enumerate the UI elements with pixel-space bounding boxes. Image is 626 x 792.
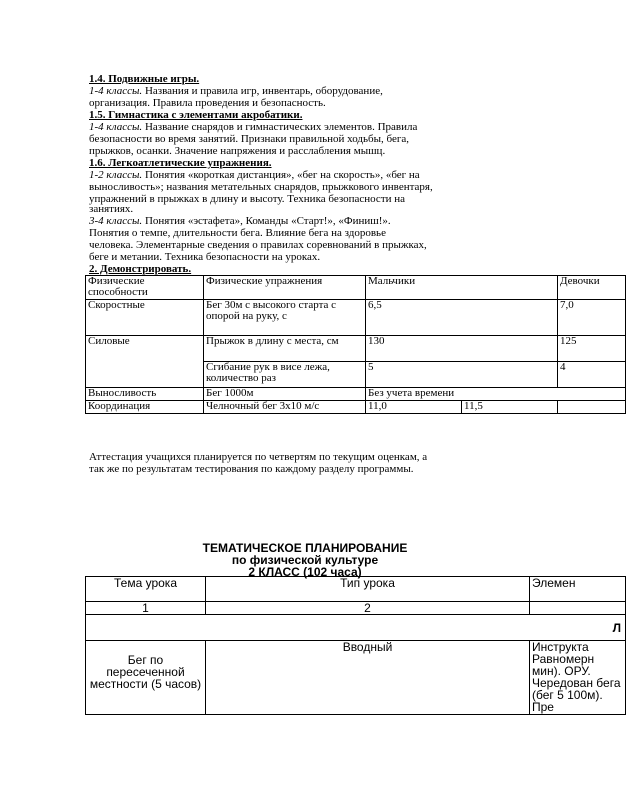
norms-table: [85, 275, 626, 414]
section-1-5-text-line: прыжков, осанки. Значение напряжения и расслабления мышц.: [89, 145, 386, 157]
section-2-heading: 2. Демонстрировать.: [89, 263, 192, 275]
girls-cell: 7,0: [558, 300, 626, 336]
exercise-cell: Челночный бег 3х10 м/с: [204, 401, 366, 414]
girls-cell: [558, 401, 626, 414]
column-number: [530, 602, 626, 615]
header-cell: Девочки: [558, 276, 626, 300]
column-number: 1: [86, 602, 206, 615]
attestation-line: так же по результатам тестирования по каждому разделу программы.: [89, 463, 414, 475]
table-header-row: [86, 276, 626, 300]
table-row: [86, 388, 626, 401]
section-1-4-text-line: [89, 85, 383, 97]
section-text: Понятия «короткая дистанция», «бег на скорость», «бег на: [142, 169, 420, 181]
grade-range: 1-2 классы.: [89, 169, 143, 181]
topic-cell: Бег по пересеченной местности (5 часов): [86, 641, 206, 715]
boys-cell: 6,5: [366, 300, 558, 336]
section-1-6-heading: 1.6. Легкоатлетические упражнения.: [89, 157, 272, 169]
section-1-6-text-line: Понятия о темпе, длительности бега. Влияние бега на здоровье: [89, 227, 386, 239]
header-cell: Тема урока: [86, 577, 206, 602]
section-1-6-text-line: выносливость»; названия метательных снарядов, прыжкового инвентаря,: [89, 181, 433, 193]
section-label: Л: [86, 615, 626, 641]
result-cell: Без учета времени: [366, 388, 626, 401]
table-row: [86, 401, 626, 414]
exercise-cell: Сгибание рук в висе лежа, количество раз: [204, 362, 366, 388]
table-header-row: [86, 577, 626, 602]
section-1-5-text-line: безопасности во время занятий. Признаки правильной ходьбы, бега,: [89, 133, 410, 145]
ability-cell: Координация: [86, 401, 204, 414]
table-row: [86, 336, 626, 362]
header-cell: Элемен: [530, 577, 626, 602]
boys-cell: 130: [366, 336, 558, 362]
ability-cell: Силовые: [86, 336, 204, 388]
exercise-cell: Бег 1000м: [204, 388, 366, 401]
header-cell: Физические способности: [86, 276, 204, 300]
section-1-6-text-line: [89, 215, 391, 227]
grade-range: 3-4 классы.: [89, 215, 143, 227]
section-1-5-heading: 1.5. Гимнастика с элементами акробатики.: [89, 109, 303, 121]
plan-grade: 2 КЛАСС (102 часа): [248, 565, 362, 579]
type-cell: Вводный: [206, 641, 530, 715]
header-cell: Физические упражнения: [204, 276, 366, 300]
attestation-line: Аттестация учащихся планируется по четвертям по текущим оценкам, а: [89, 451, 428, 463]
section-1-5-text-line: [89, 121, 417, 133]
plan-table: [85, 576, 626, 715]
plan-title: ТЕМАТИЧЕСКОЕ ПЛАНИРОВАНИЕ: [202, 541, 408, 555]
ability-cell: Выносливость: [86, 388, 204, 401]
section-text: Понятия «эстафета», Команды «Старт!», «Финиш!».: [142, 215, 391, 227]
section-1-4-heading: 1.4. Подвижные игры.: [89, 73, 200, 85]
section-1-6-text-line: занятиях.: [89, 203, 134, 215]
section-1-6-text-line: человека. Элементарные сведения о правилах соревнований в прыжках,: [89, 239, 427, 251]
section-text: Названия и правила игр, инвентарь, оборудование,: [142, 85, 383, 97]
ability-cell: Скоростные: [86, 300, 204, 336]
plan-subtitle: по физической культуре: [231, 553, 379, 567]
grade-range: 1-4 классы.: [89, 85, 143, 97]
boys-cell: 11,0: [366, 401, 462, 414]
table-row: [86, 300, 626, 336]
column-number-row: [86, 602, 626, 615]
header-cell: Мальчики: [366, 276, 558, 300]
boys-cell: 11,5: [462, 401, 558, 414]
section-1-6-text-line: беге и метании. Техника безопасности на уроках.: [89, 251, 321, 263]
column-number: 2: [206, 602, 530, 615]
girls-cell: 125: [558, 336, 626, 362]
girls-cell: 4: [558, 362, 626, 388]
section-1-6-text-line: упражнений в прыжках в длину и высоту. Техника безопасности на: [89, 193, 406, 205]
header-cell: Тип урока: [206, 577, 530, 602]
table-row: [86, 641, 626, 715]
section-row: [86, 615, 626, 641]
exercise-cell: Бег 30м с высокого старта с опорой на руку, с: [204, 300, 366, 336]
content-cell: Инструкта Равномерн мин). ОРУ. Чередован бега (бег 5 100м). Пре: [530, 641, 626, 715]
section-text: Название снарядов и гимнастических элементов. Правила: [142, 121, 418, 133]
boys-cell: 5: [366, 362, 558, 388]
exercise-cell: Прыжок в длину с места, см: [204, 336, 366, 362]
grade-range: 1-4 классы.: [89, 121, 143, 133]
section-1-4-text-line: организация. Правила проведения и безопасность.: [89, 97, 326, 109]
section-1-6-text-line: [89, 169, 420, 181]
